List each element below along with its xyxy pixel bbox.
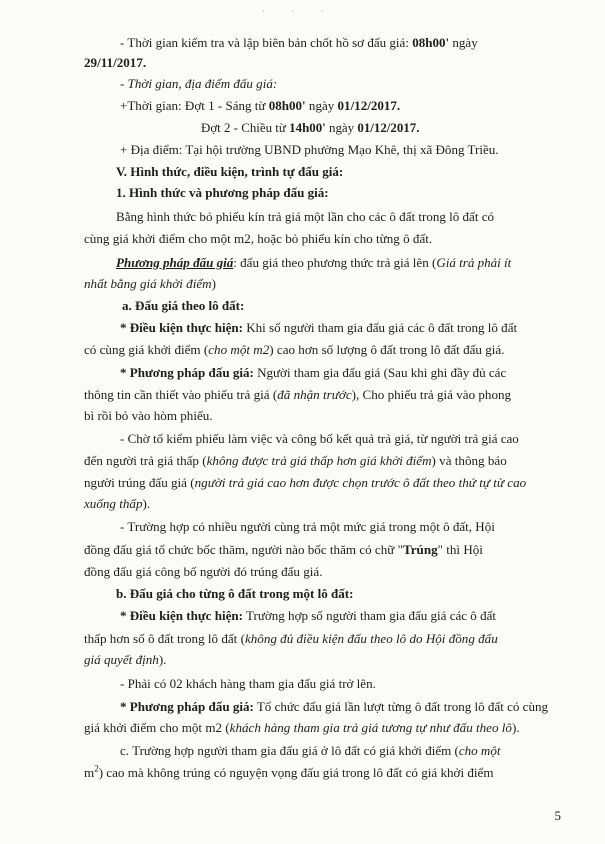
line-method: Phương pháp đấu giá: đấu giá theo phương thức trả giá lên (Giá trả phải ít <box>116 255 512 270</box>
paragraph-line: xuống thấp). <box>84 496 151 511</box>
page-number: 5 <box>554 808 561 823</box>
line-item-c: c. Trường hợp người tham gia đấu giá ở lô đất có giá khởi điểm (cho một <box>120 743 501 758</box>
heading-section-v: V. Hình thức, điều kiện, trình tự đấu giá: <box>116 164 344 179</box>
paragraph-line: - Phải có 02 khách hàng tham gia đấu giá trở lên. <box>120 676 376 691</box>
line-round-2: Đợt 2 - Chiều từ 14h00' ngày 01/12/2017. <box>201 120 420 135</box>
line-inspection-time: - Thời gian kiểm tra và lập biên bản chốt hồ sơ đấu giá: 08h00' ngày <box>120 35 478 50</box>
paragraph-line: - Trường hợp có nhiều người cùng trả một mức giá trong một ô đất, Hội <box>120 519 495 534</box>
paragraph-line: thấp hơn số ô đất trong lô đất (không đủ điều kiện đấu theo lô do Hội đồng đấu <box>84 631 498 646</box>
paragraph-line: - Chờ tổ kiểm phiếu làm việc và công bố kết quả trả giá, từ người trả giá cao <box>120 431 519 446</box>
scan-specks: · · · <box>262 6 336 16</box>
line-inspection-date: 29/11/2017. <box>84 55 147 70</box>
paragraph-line: đến người trả giá thấp (không được trả giá thấp hơn giá khởi điểm) và thông báo <box>84 453 507 468</box>
paragraph-line: người trúng đấu giá (người trả giá cao hơn được chọn trước ô đất theo thứ tự từ cao <box>84 475 527 490</box>
heading-b: b. Đấu giá cho từng ô đất trong một lô đất: <box>116 586 354 601</box>
paragraph-line: có cùng giá khởi điểm (cho một m2) cao hơn số lượng ô đất trong lô đất đấu giá. <box>84 342 505 357</box>
paragraph-line: đồng đấu giá tổ chức bốc thăm, người nào bốc thăm có chữ "Trúng" thì Hội <box>84 542 483 557</box>
line-location: + Địa điểm: Tại hội trường UBND phường Mạo Khê, thị xã Đông Triều. <box>120 142 499 157</box>
paragraph-line: cùng giá khởi điểm cho một m2, hoặc bỏ phiếu kín cho từng ô đất. <box>84 231 433 246</box>
paragraph-line: đồng đấu giá công bố người đó trúng đấu giá. <box>84 564 323 579</box>
line-condition-b: * Điều kiện thực hiện: Trường hợp số người tham gia đấu giá các ô đất <box>120 608 496 623</box>
paragraph-line: $m^2$) cao mà không trúng có nguyện vọng đấu giá trong lô đất có giá khởi điểm <box>84 763 494 780</box>
heading-1: 1. Hình thức và phương pháp đấu giá: <box>116 185 329 200</box>
paragraph-line: giá quyết định). <box>84 652 167 667</box>
paragraph-line: giá khởi điểm cho một m2 (khách hàng tham gia trả giá tương tự như đấu theo lô). <box>84 720 520 735</box>
heading-a: a. Đấu giá theo lô đất: <box>122 298 245 313</box>
line-method-a: * Phương pháp đấu giá: Người tham gia đấu giá (Sau khi ghi đầy đủ các <box>120 365 507 380</box>
line-time-place-heading: - Thời gian, địa điểm đấu giá: <box>120 76 278 91</box>
line-method-b: * Phương pháp đấu giá: Tổ chức đấu giá lần lượt từng ô đất trong lô đất có cùng <box>120 699 549 714</box>
line-condition: * Điều kiện thực hiện: Khi số người tham gia đấu giá các ô đất trong lô đất <box>120 320 518 335</box>
paragraph-line: bì rồi bỏ vào hòm phiếu. <box>84 408 213 423</box>
paragraph-line: Bằng hình thức bỏ phiếu kín trả giá một lần cho các ô đất trong lô đất có <box>116 209 494 224</box>
paragraph-line: thông tin cần thiết vào phiếu trả giá (đã nhận trước), Cho phiếu trả giá vào phong <box>84 387 512 402</box>
line-round-1: +Thời gian: Đợt 1 - Sáng từ 08h00' ngày 01/12/2017. <box>120 98 401 113</box>
paragraph-line: nhất bằng giá khởi điểm) <box>84 276 216 291</box>
